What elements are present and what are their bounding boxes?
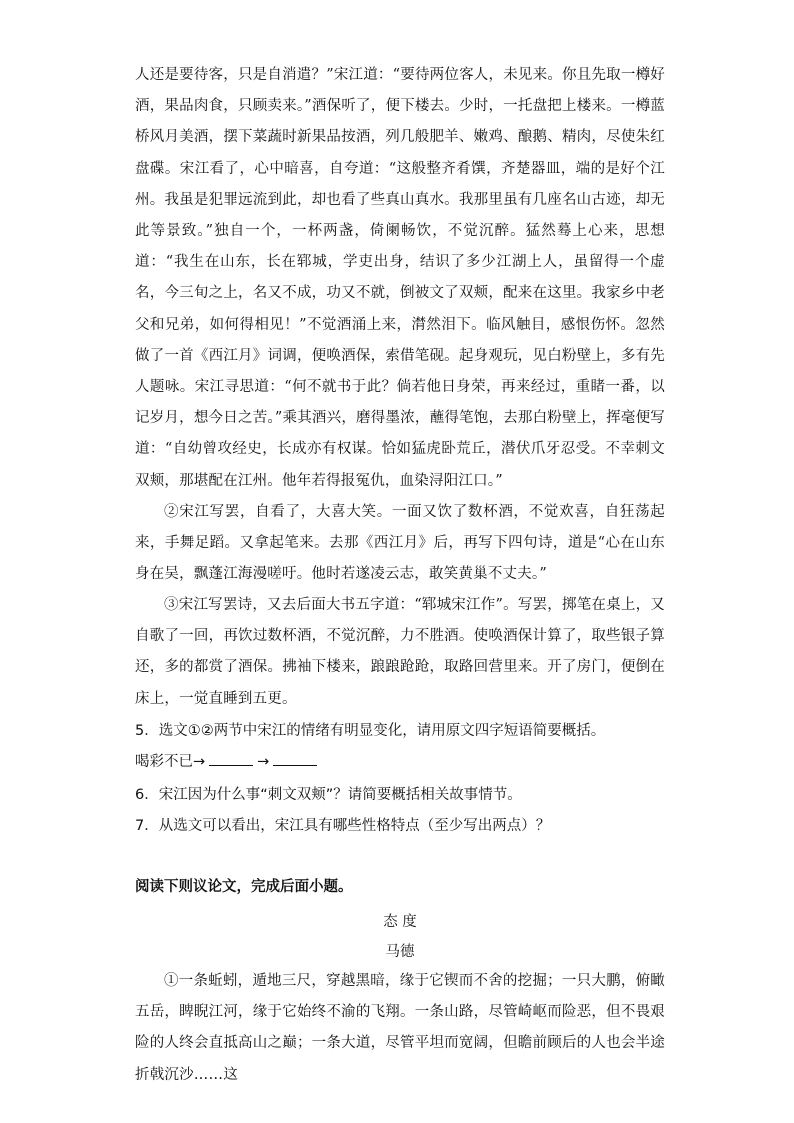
essay-paragraph-1: ①一条蚯蚓，遁地三尺，穿越黑暗，缘于它锲而不舍的挖掘；一只大鹏，俯瞰五岳，睥睨江河，缘于它始终不渝的飞翔。一条山路，尽管崎岖而险恶，但不畏艰险的人终会直抵高山之巅；一条大道，尽管平坦而宽阔，但瞻前顾后的人也会半途折戟沉沙……这 bbox=[135, 973, 665, 1083]
passage-paragraph-2: ②宋江写罢，自看了，大喜大笑。一面又饮了数杯酒，不觉欢喜，自狂荡起来，手舞足蹈。又拿起笔来。去那《西江月》后，再写下四句诗，道是“心在山东身在吴，飘蓬江海漫嗟吁。他时若遂凌云志，敢笑黄巢不丈夫。” bbox=[135, 504, 665, 583]
answer-start-text: 喝彩不已→ bbox=[135, 754, 206, 770]
answer-arrow: → bbox=[257, 754, 270, 770]
section-instruction: 阅读下则议论文，完成后面小题。 bbox=[135, 879, 353, 895]
question-7: 7．从选文可以看出，宋江具有哪些性格特点（至少写出两点）？ bbox=[135, 818, 551, 834]
passage-paragraph-1: 人还是要待客，只是自消遣？”宋江道：“要待两位客人，未见来。你且先取一樽好酒，果品肉食，只顾卖来。”酒保听了，便下楼去。少时，一托盘把上楼来。一樽蓝桥风月美酒，摆下菜蔬时新果品按酒，列几般肥羊、嫩鸡、酿鹅、精肉，尽使朱红盘碟。宋江看了，心中暗喜，自夸道：“这般整齐肴馔，齐楚器皿，端的是好个江州。我虽是犯罪远流到此，却也看了些真山真水。我那里虽有几座名山古迹，却无此等景致。”独自一个，一杯两盏，倚阑畅饮，不觉沉醉。猛然蓦上心来，思想道：“我生在山东，长在郓城，学吏出身，结识了多少江湖上人，虽留得一个虚名，今三旬之上，名又不成，功又不就，倒被文了双颊，配来在这里。我家乡中老父和兄弟，如何得相见！”不觉酒涌上来，潸然泪下。临风触目，感恨伤怀。忽然做了一首《西江月》词调，便唤酒保，索借笔砚。起身观玩，见白粉壁上，多有先人题咏。宋江寻思道：“何不就书于此？倘若他日身荣，再来经过，重睹一番，以记岁月，想今日之苦。”乘其酒兴，磨得墨浓，蘸得笔饱，去那白粉壁上，挥毫便写道：“自幼曾攻经史，长成亦有权谋。恰如猛虎卧荒丘，潜伏爪牙忍受。不幸刺文双颊，那堪配在江州。他年若得报冤仇，血染浔阳江口。” bbox=[135, 67, 665, 489]
question-5: 5．选文①②两节中宋江的情绪有明显变化，请用原文四字短语简要概括。 bbox=[135, 723, 606, 739]
essay-title: 态 度 bbox=[383, 914, 417, 930]
answer-blank-1[interactable] bbox=[209, 753, 253, 766]
question-6: 6．宋江因为什么事“刺文双颊”？请简要概括相关故事情节。 bbox=[135, 787, 522, 803]
passage-paragraph-3: ③宋江写罢诗，又去后面大书五字道：“郓城宋江作”。写罢，掷笔在桌上，又自歌了一回，再饮过数杯酒，不觉沉醉，力不胜酒。使唤酒保计算了，取些银子算还，多的都赏了酒保。拂袖下楼来，踉踉跄跄，取路回营里来。开了房门，便倒在床上，一觉直睡到五更。 bbox=[135, 597, 665, 707]
answer-blank-2[interactable] bbox=[273, 753, 317, 766]
question-5-answer-line bbox=[135, 751, 321, 773]
essay-author: 马德 bbox=[385, 944, 415, 960]
